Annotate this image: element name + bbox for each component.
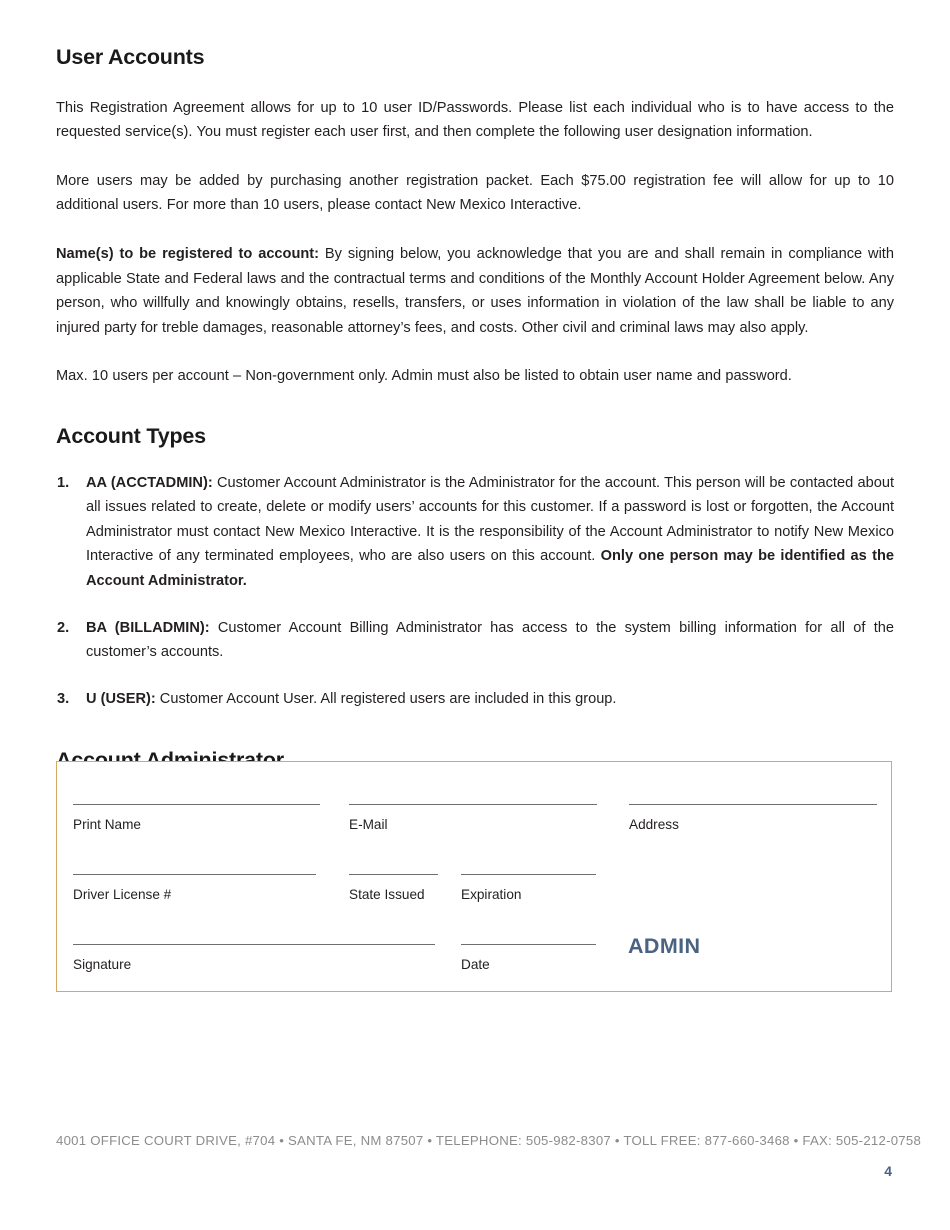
field-expiration[interactable] (461, 873, 596, 903)
field-rule-address (629, 803, 877, 805)
list-item-term: AA (ACCTADMIN): (86, 474, 213, 491)
field-label-driver-license: Driver License # (73, 887, 172, 902)
field-rule-expiration (461, 873, 596, 875)
list-item-emphasis: Only one person may be identified as the Account Administrator. (86, 548, 894, 589)
admin-stamp-label: ADMIN (628, 934, 701, 958)
field-label-signature: Signature (73, 957, 132, 972)
field-driver-license[interactable] (73, 873, 316, 903)
paragraph-names-registered-body: By signing below, you acknowledge that you are and shall remain in compliance with applicable State and Federal laws and the contractual terms and conditions of the Monthly Account Holder Agreement below. Any person, who willfully and knowingly obtains, resells, transfers, or uses information in violation of the law shall be liable to any injured party for treble damages, reasonable attorney’s fees, and costs. Other civil and criminal laws may also apply. (56, 246, 894, 336)
list-item (56, 687, 894, 712)
field-rule-print-name (73, 803, 320, 805)
field-label-email: E-Mail (349, 817, 388, 832)
field-label-expiration: Expiration (461, 887, 522, 902)
list-item-text: Customer Account Billing Administrator has access to the system billing information for all of the customer’s accounts. (86, 619, 894, 661)
document-content (56, 46, 894, 789)
field-label-address: Address (629, 817, 679, 832)
page-number: 4 (884, 1163, 892, 1179)
field-rule-email (349, 803, 597, 805)
field-rule-signature (73, 943, 435, 945)
field-email[interactable] (349, 803, 597, 833)
field-rule-driver-license (73, 873, 316, 875)
field-label-print-name: Print Name (73, 817, 141, 832)
field-rule-state-issued (349, 873, 438, 875)
field-address[interactable] (629, 803, 877, 833)
field-label-state-issued: State Issued (349, 887, 425, 902)
list-item-number: 1. (57, 474, 70, 491)
paragraph-additional-users: More users may be added by purchasing another registration packet. Each $75.00 registration fee will allow for up to 10 additional users. For more than 10 users, please contact New Mexico Interactive. (56, 172, 894, 214)
account-administrator-form-box (56, 761, 892, 992)
list-item-text: Customer Account User. All registered users are included in this group. (155, 690, 617, 707)
list-item-number: 3. (57, 690, 70, 707)
list-item-text: Customer Account Administrator is the Administrator for the account. This person will be contacted about all issues related to create, delete or modify users’ accounts for this customer. If a password is lost or forgotten, the Account Administrator must contact New Mexico Interactive. It is the responsibility of the Account Administrator to notify New Mexico Interactive of any terminated employees, who are also users on this account. (86, 474, 894, 565)
field-print-name[interactable] (73, 803, 320, 833)
list-item-term: BA (BILLADMIN): (86, 619, 210, 636)
field-date[interactable] (461, 943, 596, 973)
page-footer (56, 1133, 922, 1179)
footer-contact-info: 4001 OFFICE COURT DRIVE, #704 • SANTA FE, NM 87507 • TELEPHONE: 505-982-8307 • TOLL FREE: 877-660-3468 • FAX: 505-212-0758 (56, 1133, 922, 1148)
account-types-list (56, 471, 894, 712)
list-item-number: 2. (57, 619, 70, 636)
list-item (56, 616, 894, 665)
heading-account-types: Account Types (56, 423, 206, 448)
field-rule-date (461, 943, 596, 945)
paragraph-names-registered-lead: Name(s) to be registered to account: (56, 246, 320, 263)
field-signature[interactable] (73, 943, 435, 973)
list-item (56, 471, 894, 594)
paragraph-max-users: Max. 10 users per account – Non-government only. Admin must also be listed to obtain user name and password. (56, 368, 792, 385)
list-item-term: U (USER): (86, 690, 156, 707)
paragraph-names-registered (56, 242, 894, 340)
field-label-date: Date (461, 957, 490, 972)
page-title-user-accounts: User Accounts (56, 45, 205, 69)
paragraph-registration-agreement: This Registration Agreement allows for up to 10 user ID/Passwords. Please list each individual who is to have access to the requested service(s). You must register each user first, and then complete the following user designation information. (56, 99, 894, 141)
field-state-issued[interactable] (349, 873, 438, 903)
